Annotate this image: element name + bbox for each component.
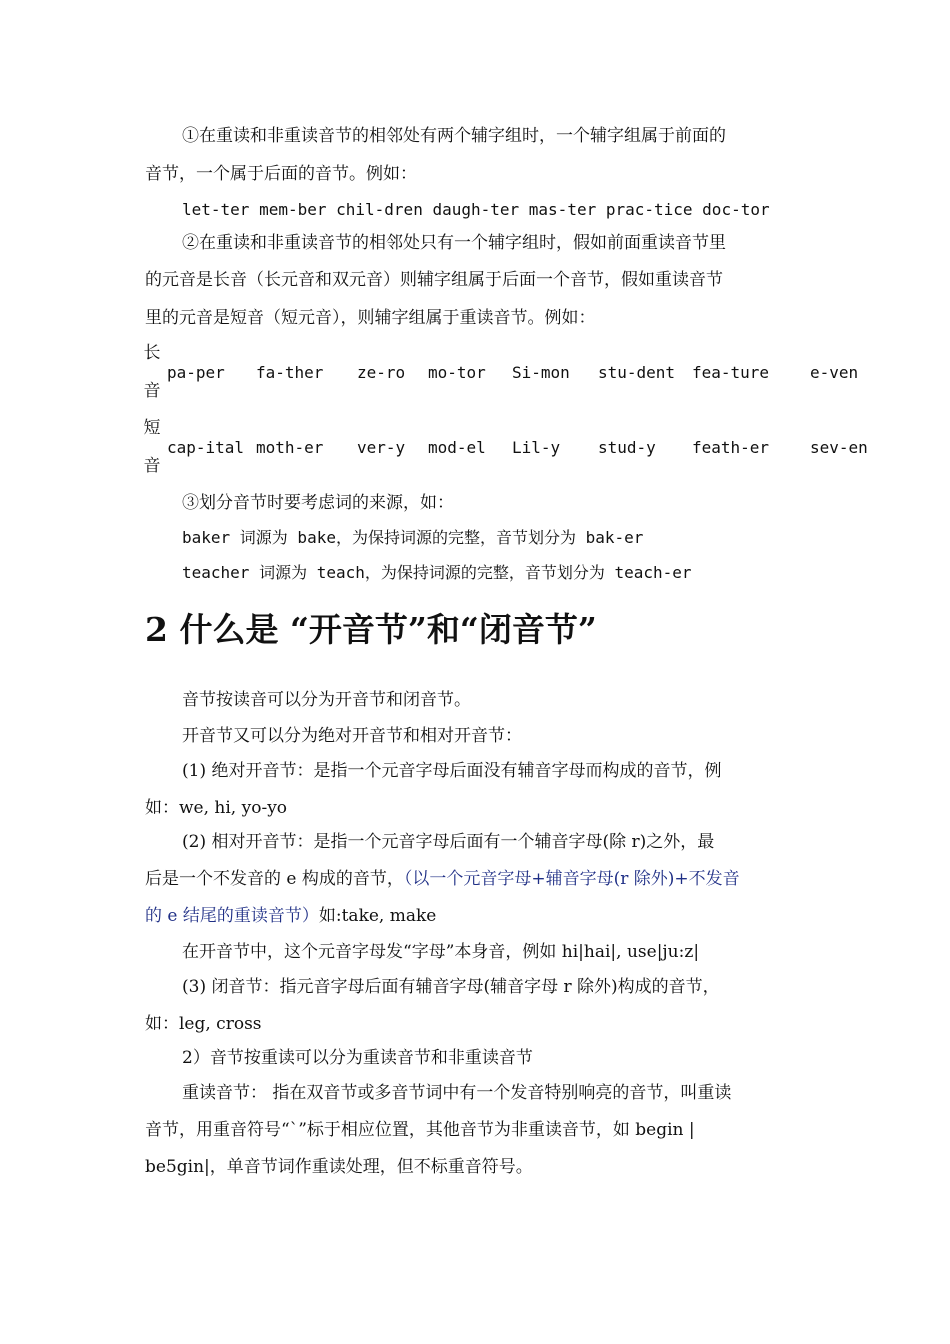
table-cell: fea-ture <box>692 363 770 382</box>
table-cell: e-ven <box>810 363 859 382</box>
table-cell: pa-per <box>167 363 225 382</box>
open-syllable-pronunciation: 在开音节中，这个元音字母发“字母”本身音，例如 hi|hai|, use|ju:z| <box>182 942 700 962</box>
row-label-long-top: 长 <box>143 343 161 363</box>
stress-classification: 2）音节按重读可以分为重读音节和非重读音节 <box>182 1048 533 1068</box>
rule1-examples: let-ter mem-ber chil-dren daugh-ter mas-ter prac-tice doc-tor <box>182 200 770 219</box>
table-cell: sev-en <box>810 438 868 457</box>
table-cell: feath-er <box>692 438 770 457</box>
relative-open-examples: 如:take, make <box>318 906 437 926</box>
rule3-example-baker: baker 词源为 bake，为保持词源的完整，音节划分为 bak-er <box>182 528 644 547</box>
relative-open-text: 后是一个不发音的 e 构成的音节， <box>145 869 404 889</box>
table-cell: Si-mon <box>512 363 570 382</box>
relative-open-note-end: 的 e 结尾的重读音节） <box>145 906 319 926</box>
absolute-open-line1: (1) 绝对开音节：是指一个元音字母后面没有辅音字母而构成的音节，例 <box>182 761 722 781</box>
rule1-line2: 音节，一个属于后面的音节。例如： <box>145 164 417 184</box>
table-cell: fa-ther <box>256 363 324 382</box>
row-label-short-bottom: 音 <box>143 456 161 476</box>
relative-open-line1: (2) 相对开音节：是指一个元音字母后面有一个辅音字母(除 r)之外，最 <box>182 832 715 852</box>
relative-open-line3 <box>145 904 436 928</box>
table-cell: stu-dent <box>598 363 676 382</box>
rule3-example-teacher: teacher 词源为 teach，为保持词源的完整，音节划分为 teach-er <box>182 563 692 582</box>
table-cell: ze-ro <box>357 363 406 382</box>
closed-syllable-line2: 如：leg, cross <box>145 1014 262 1034</box>
table-cell: moth-er <box>256 438 324 457</box>
table-cell: stud-y <box>598 438 656 457</box>
row-label-short-top: 短 <box>143 418 161 438</box>
paragraph-1: 音节按读音可以分为开音节和闭音节。 <box>182 690 471 710</box>
rule2-line2: 的元音是长音（长元音和双元音）则辅字组属于后面一个音节，假如重读音节 <box>145 270 723 290</box>
paragraph-2: 开音节又可以分为绝对开音节和相对开音节： <box>182 726 522 746</box>
rule2-line3: 里的元音是短音（短元音），则辅字组属于重读音节。例如： <box>145 308 596 328</box>
table-cell: ver-y <box>357 438 406 457</box>
rule3-line1: ③划分音节时要考虑词的来源，如： <box>182 493 454 513</box>
stressed-syllable-line1: 重读音节： 指在双音节或多音节词中有一个发音特别响亮的音节，叫重读 <box>182 1083 732 1103</box>
relative-open-line2 <box>145 867 740 891</box>
rule2-line1: ②在重读和非重读音节的相邻处只有一个辅字组时，假如前面重读音节里 <box>182 233 726 253</box>
relative-open-note: （以一个元音字母+辅音字母(r 除外)+不发音 <box>403 869 740 889</box>
stressed-syllable-line2: 音节，用重音符号“`”标于相应位置，其他音节为非重读音节，如 begin | <box>145 1120 695 1140</box>
table-cell: cap-ital <box>167 438 245 457</box>
absolute-open-line2: 如：we, hi, yo-yo <box>145 798 288 818</box>
stressed-syllable-line3: be5gin|，单音节词作重读处理，但不标重音符号。 <box>145 1157 533 1177</box>
table-cell: mo-tor <box>428 363 486 382</box>
row-label-long-bottom: 音 <box>143 381 161 401</box>
section-heading: 2 什么是 “开音节”和“闭音节” <box>145 610 597 649</box>
table-cell: Lil-y <box>512 438 561 457</box>
table-cell: mod-el <box>428 438 486 457</box>
closed-syllable-line1: (3) 闭音节：指元音字母后面有辅音字母(辅音字母 r 除外)构成的音节， <box>182 977 720 997</box>
rule1-line1: ①在重读和非重读音节的相邻处有两个辅字组时，一个辅字组属于前面的 <box>182 126 726 146</box>
